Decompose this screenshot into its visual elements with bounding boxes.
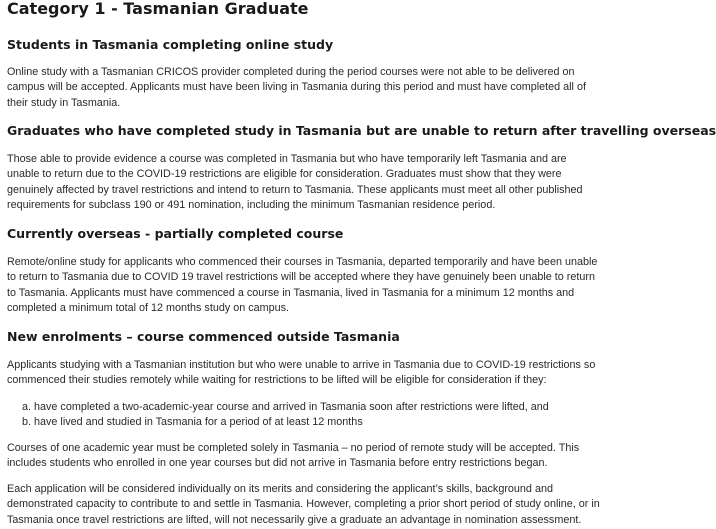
- text-line: Those able to provide evidence a course was completed in Tasmania but who have temporarily left Tasmania and are: [7, 153, 567, 165]
- text-line: campus will be accepted. Applicants must have been living in Tasmania during this period and must have completed all of: [7, 81, 586, 94]
- text-line: includes students who enrolled in one year courses but did not arrive in Tasmania before entry restrictions began.: [7, 457, 548, 470]
- text-line: Each application will be considered individually on its merits and considering the applicant’s skills, background and: [7, 483, 553, 495]
- section-heading-online-study: Students in Tasmania completing online study: [7, 37, 334, 52]
- text-line: Online study with a Tasmanian CRICOS provider completed during the period courses were not able to be delivered on: [7, 66, 575, 78]
- section-heading-new-enrolments: New enrolments – course commenced outside Tasmania: [7, 329, 400, 344]
- text-line: genuinely affected by travel restrictions and intend to return to Tasmania. These applicants must meet all other published: [7, 183, 583, 196]
- paragraph-one-year-courses: [7, 441, 637, 472]
- paragraph-assessment: [7, 482, 637, 528]
- paragraph-graduates-overseas: [7, 152, 637, 213]
- text-line: Tasmania once travel restrictions are lifted, will not necessarily give a graduate an advantage in nomination assessment.: [7, 513, 582, 526]
- text-line: to Tasmania. Applicants must have commenced a course in Tasmania, lived in Tasmania for a minimum 12 months and: [7, 286, 575, 299]
- list-item: b. have lived and studied in Tasmania for a period of at least 12 months: [22, 416, 363, 428]
- page-title: Category 1 - Tasmanian Graduate: [7, 0, 309, 18]
- text-line: completed a minimum total of 12 months study on campus.: [7, 301, 290, 314]
- text-line: requirements for subclass 190 or 491 nomination, including the minimum Tasmanian residence period.: [7, 198, 496, 211]
- text-line: Courses of one academic year must be completed solely in Tasmania – no period of remote study will be accepted. This: [7, 442, 580, 454]
- text-line: Remote/online study for applicants who commenced their courses in Tasmania, departed temporarily and have been unable: [7, 256, 598, 268]
- list-item: a. have completed a two-academic-year course and arrived in Tasmania soon after restrictions were lifted, and: [22, 401, 549, 413]
- text-line: unable to return due to the COVID-19 restrictions are eligible for consideration. Graduates must show that they were: [7, 168, 562, 181]
- paragraph-online-study: [7, 65, 637, 111]
- paragraph-new-enrolments: [7, 358, 637, 389]
- section-heading-partially-completed: Currently overseas - partially completed course: [7, 226, 344, 241]
- text-line: commenced their studies remotely while waiting for restrictions to be lifted will be eligible for consideration if they:: [7, 374, 547, 387]
- text-line: demonstrated capacity to contribute to and settle in Tasmania. However, completing a prior short period of study online, or in: [7, 498, 600, 511]
- text-line: Applicants studying with a Tasmanian institution but who were unable to arrive in Tasmania due to COVID-19 restrictions so: [7, 359, 596, 371]
- section-heading-graduates-overseas: Graduates who have completed study in Tasmania but are unable to return after travelling overseas: [7, 123, 716, 138]
- paragraph-partially-completed: [7, 255, 637, 316]
- text-line: to return to Tasmania due to COVID 19 travel restrictions will be accepted where they have genuinely been unable to return: [7, 271, 595, 284]
- text-line: their study in Tasmania.: [7, 96, 121, 109]
